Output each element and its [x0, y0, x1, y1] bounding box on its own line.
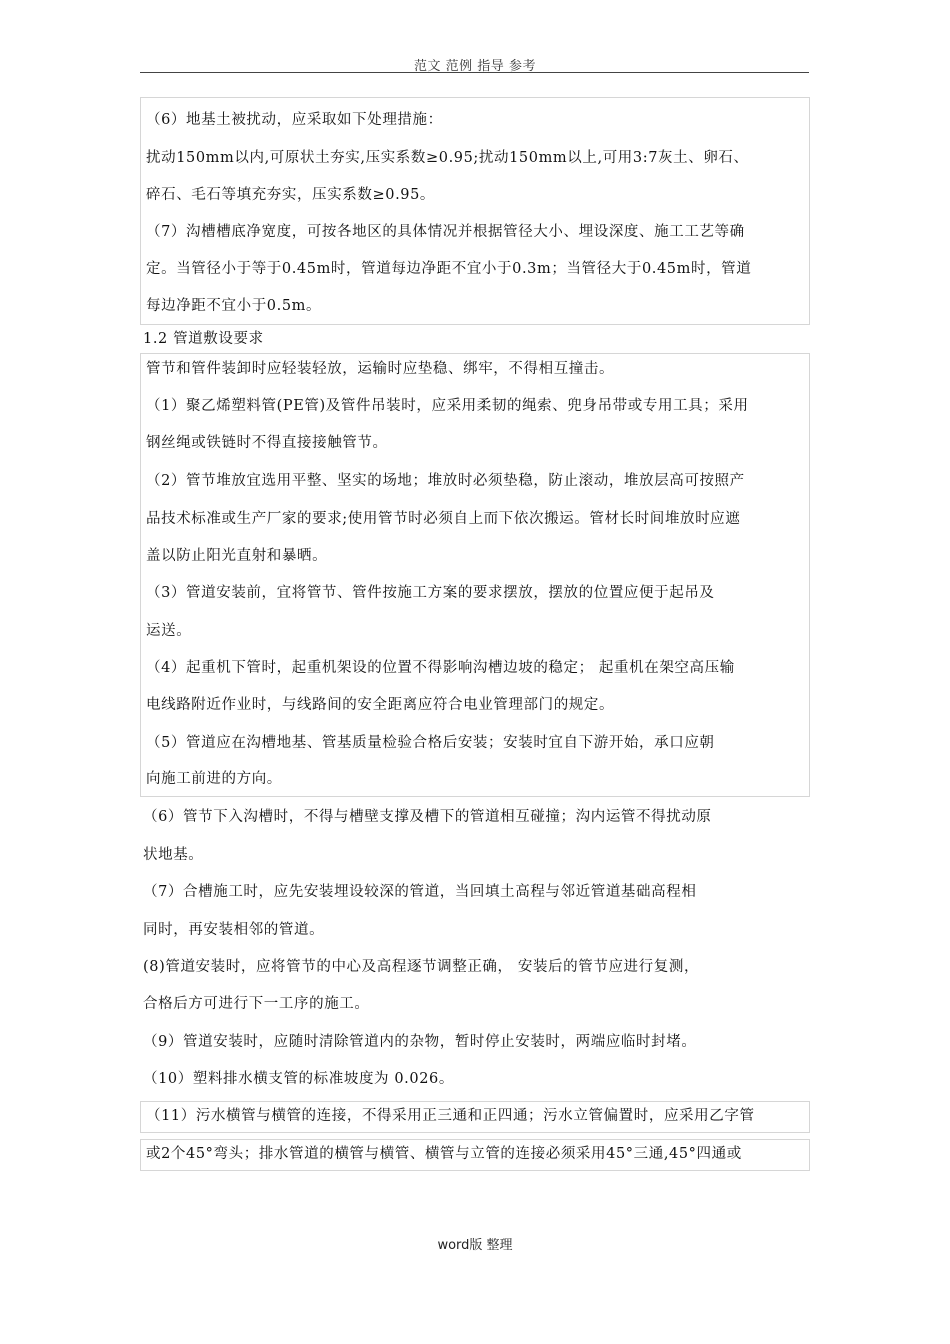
text-line: （5）管道应在沟槽地基、管基质量检验合格后安装；安装时宜自下游开始，承口应朝: [146, 735, 715, 751]
text-line: 或2个45°弯头；排水管道的横管与横管、横管与立管的连接必须采用45°三通,45°四通或: [146, 1146, 742, 1162]
section-heading: 1.2 管道敷设要求: [143, 331, 264, 347]
text-line: （6）管节下入沟槽时，不得与槽壁支撑及槽下的管道相互碰撞；沟内运管不得扰动原: [143, 809, 712, 825]
text-line: 运送。: [146, 623, 192, 639]
text-line: （7）沟槽槽底净宽度，可按各地区的具体情况并根据管径大小、埋设深度、施工工艺等确: [146, 224, 745, 240]
text-line: （3）管道安装前，宜将管节、管件按施工方案的要求摆放，摆放的位置应便于起吊及: [146, 585, 715, 601]
text-line: （10）塑料排水横支管的标准坡度为 0.026。: [143, 1071, 454, 1087]
text-line: 扰动150mm以内,可原状土夯实,压实系数≥0.95;扰动150mm以上,可用3:7灰土、卵石、: [146, 150, 749, 166]
text-line: 盖以防止阳光直射和暴晒。: [146, 548, 328, 564]
header-rule: [140, 72, 809, 73]
text-line: 钢丝绳或铁链时不得直接接触管节。: [146, 435, 388, 451]
text-line: （4）起重机下管时，起重机架设的位置不得影响沟槽边坡的稳定； 起重机在架空高压输: [146, 660, 735, 676]
text-line: 同时，再安装相邻的管道。: [143, 922, 325, 938]
text-line: 电线路附近作业时，与线路间的安全距离应符合电业管理部门的规定。: [146, 697, 615, 713]
text-line: （11）污水横管与横管的连接，不得采用正三通和正四通；污水立管偏置时，应采用乙字管: [146, 1108, 755, 1124]
text-line: 管节和管件装卸时应轻装轻放，运输时应垫稳、绑牢，不得相互撞击。: [146, 361, 615, 377]
text-line: 每边净距不宜小于0.5m。: [146, 298, 322, 314]
text-line: 定。当管径小于等于0.45m时，管道每边净距不宜小于0.3m；当管径大于0.45m时，管道: [146, 261, 752, 277]
text-line: （6）地基土被扰动，应采取如下处理措施：: [146, 112, 443, 128]
text-line: （9）管道安装时，应随时清除管道内的杂物，暂时停止安装时，两端应临时封堵。: [143, 1034, 697, 1050]
page-footer: word版 整理: [437, 1238, 513, 1253]
text-line: 向施工前进的方向。: [146, 771, 282, 787]
text-line: 状地基。: [143, 847, 204, 863]
text-line: (8)管道安装时，应将管节的中心及高程逐节调整正确， 安装后的管节应进行复测，: [143, 959, 700, 975]
table-cell-foundation: [140, 97, 810, 325]
text-line: （7）合槽施工时，应先安装埋设较深的管道，当回填土高程与邻近管道基础高程相: [143, 884, 697, 900]
text-line: （2）管节堆放宜选用平整、坚实的场地；堆放时必须垫稳，防止滚动，堆放层高可按照产: [146, 473, 745, 489]
page-header: 范文 范例 指导 参考: [414, 59, 536, 74]
text-line: 合格后方可进行下一工序的施工。: [143, 996, 370, 1012]
text-line: 碎石、毛石等填充夯实，压实系数≥0.95。: [146, 187, 436, 203]
table-cell-laying: [140, 353, 810, 797]
text-line: （1）聚乙烯塑料管(PE管)及管件吊装时，应采用柔韧的绳索、兜身吊带或专用工具；采用: [146, 398, 749, 414]
text-line: 品技术标准或生产厂家的要求;使用管节时必须自上而下依次搬运。管材长时间堆放时应遮: [146, 511, 741, 527]
